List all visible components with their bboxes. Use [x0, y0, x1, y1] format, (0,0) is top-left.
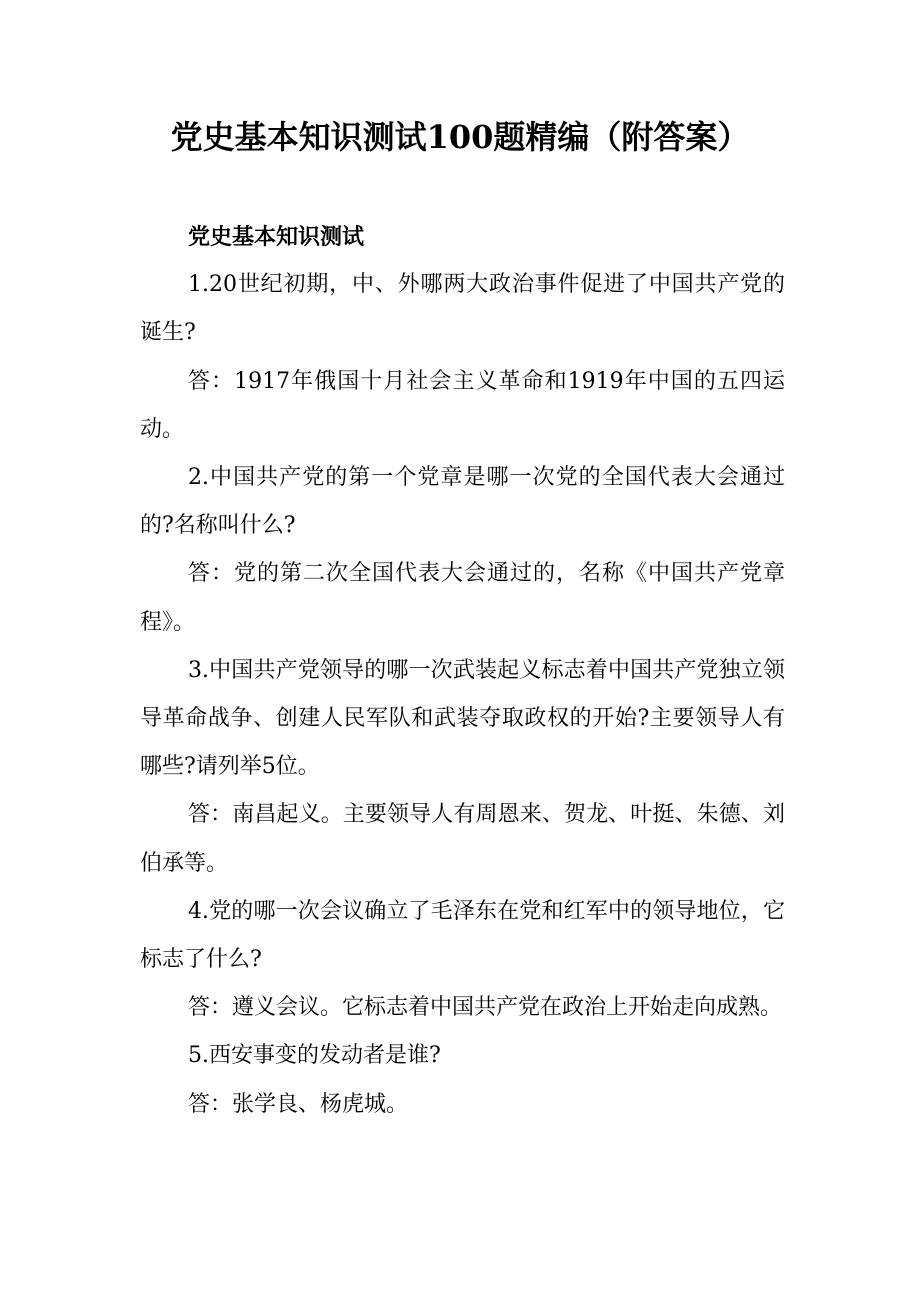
answer-4: 答：遵义会议。它标志着中国共产党在政治上开始走向成熟。 [188, 995, 783, 1021]
question-5: 5.西安事变的发动者是谁? [188, 1043, 441, 1069]
answer-3: 答：南昌起义。主要领导人有周恩来、贺龙、叶挺、朱德、刘伯承等。 [140, 802, 785, 876]
question-4: 4.党的哪一次会议确立了毛泽东在党和红军中的领导地位，它标志了什么? [140, 898, 785, 973]
document-body [140, 213, 785, 1129]
question-1: 1.20世纪初期，中、外哪两大政治事件促进了中国共产党的诞生? [140, 272, 785, 346]
answer-5: 答：张学良、杨虎城。 [188, 1091, 409, 1117]
section-heading: 党史基本知识测试 [188, 224, 365, 250]
answer-2: 答：党的第二次全国代表大会通过的，名称《中国共产党章程》。 [140, 561, 785, 635]
question-3: 3.中国共产党领导的哪一次武装起义标志着中国共产党独立领导革命战争、创建人民军队和武装夺取政权的开始?主要领导人有哪些?请列举5位。 [140, 657, 785, 780]
question-2: 2.中国共产党的第一个党章是哪一次党的全国代表大会通过的?名称叫什么? [140, 465, 785, 539]
answer-1: 答：1917年俄国十月社会主义革命和1919年中国的五四运动。 [140, 368, 785, 442]
document-title: 党史基本知识测试100题精编（附答案） [170, 118, 750, 156]
